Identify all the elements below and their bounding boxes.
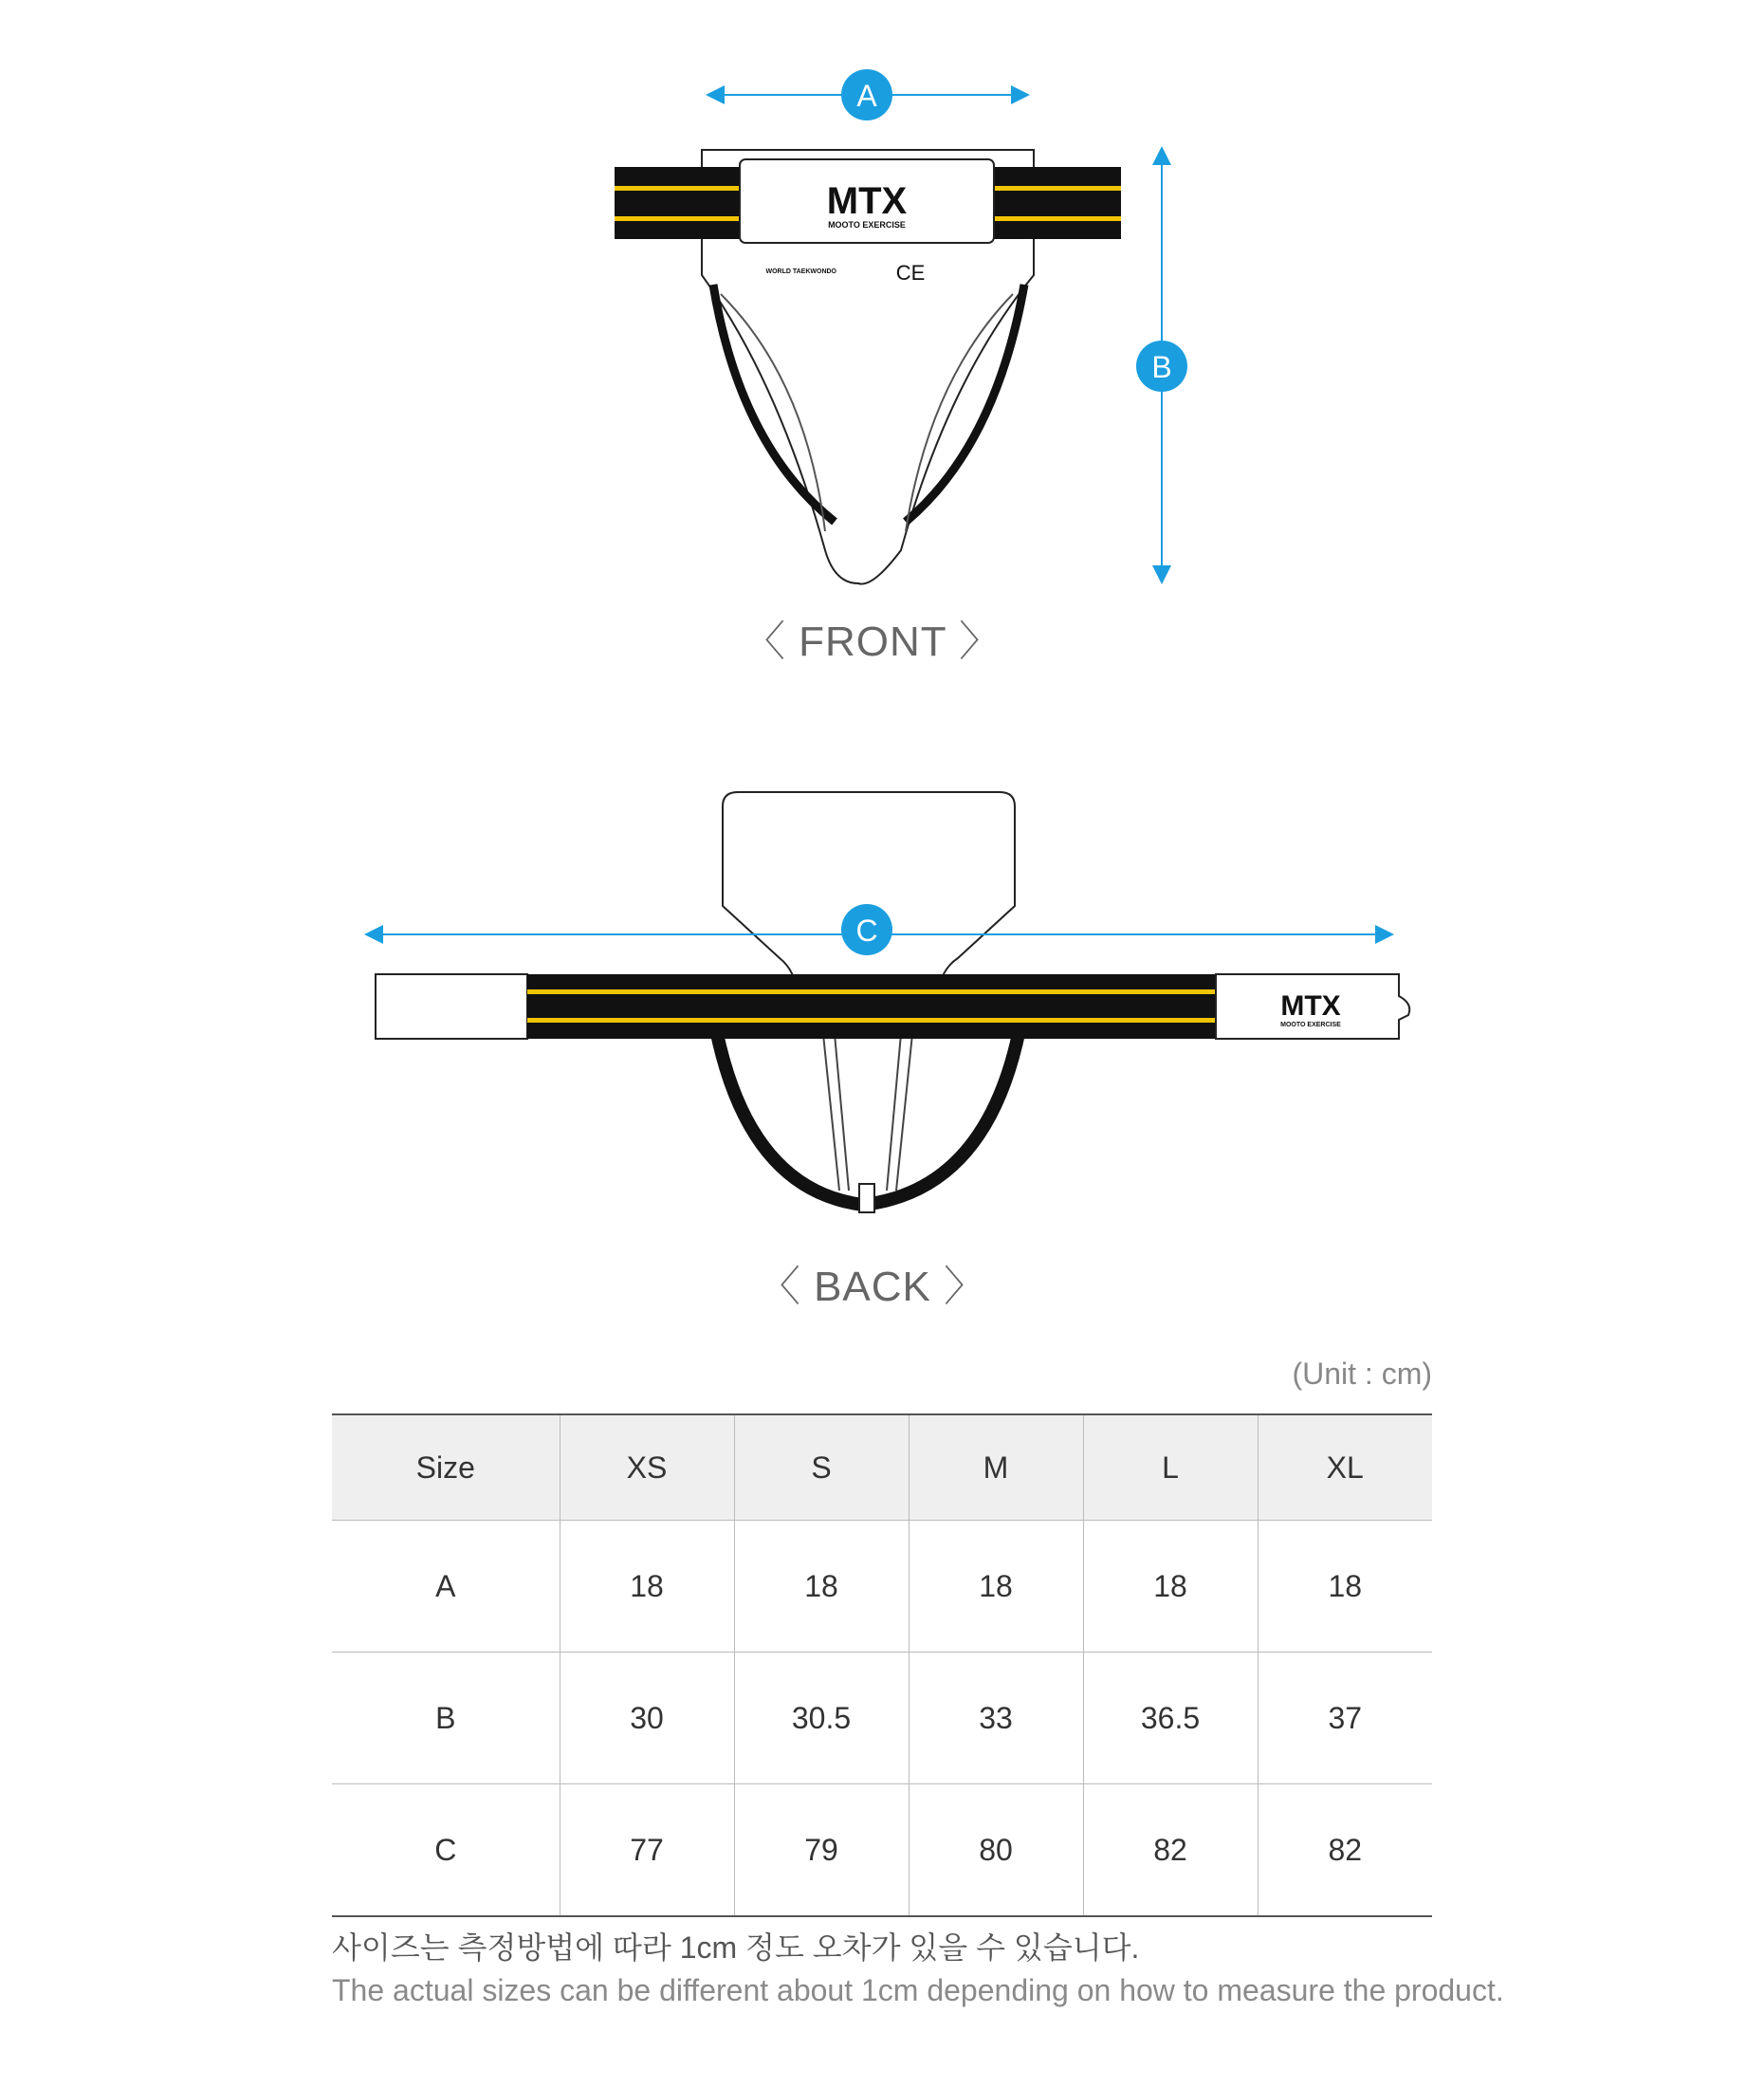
table-cell: 18 [1083, 1521, 1258, 1653]
header-size: Size [332, 1414, 560, 1521]
front-view [615, 150, 1121, 584]
table-cell: 18 [734, 1521, 909, 1653]
table-cell: 30 [560, 1653, 734, 1784]
header-xl: XL [1258, 1414, 1432, 1521]
table-header-row [332, 1414, 1432, 1521]
row-label: C [332, 1784, 560, 1917]
table-cell: 18 [560, 1521, 734, 1653]
table-cell: 33 [909, 1653, 1083, 1784]
table-cell: 30.5 [734, 1653, 909, 1784]
table-row [332, 1653, 1432, 1784]
marker-b-label: B [1151, 350, 1172, 384]
marker-b [1136, 150, 1187, 581]
back-logo-sub: MOOTO EXERCISE [1280, 1022, 1341, 1028]
table-row [332, 1784, 1432, 1917]
header-m: M [909, 1414, 1083, 1521]
front-logo: MTX [826, 180, 908, 222]
marker-a-label: A [856, 79, 877, 113]
row-label: B [332, 1653, 560, 1784]
note-korean: 사이즈는 측정방법에 따라 1cm 정도 오차가 있을 수 있습니다. [332, 1930, 1140, 1965]
back-band-tab-left [376, 974, 527, 1039]
size-table [332, 1413, 1432, 1917]
back-crotch-strap [716, 1029, 1020, 1205]
table-cell: 82 [1258, 1784, 1432, 1917]
table-cell: 79 [734, 1784, 909, 1917]
header-s: S [734, 1414, 909, 1521]
marker-c [368, 904, 1390, 955]
back-waist-band [527, 974, 1216, 1039]
back-view [376, 792, 1409, 1212]
marker-a [709, 69, 1026, 120]
front-logo-sub: MOOTO EXERCISE [828, 220, 906, 230]
back-view-label: 〈 BACK 〉 [758, 1264, 987, 1310]
table-cell: 36.5 [1083, 1653, 1258, 1784]
table-cell: 18 [909, 1521, 1083, 1653]
ce-mark: CE [895, 261, 926, 285]
row-label: A [332, 1521, 560, 1653]
front-view-label: 〈 FRONT 〉 [743, 619, 1002, 665]
wt-mark: WORLD TAEKWONDO [765, 268, 836, 275]
header-xs: XS [560, 1414, 734, 1521]
table-cell: 77 [560, 1784, 734, 1917]
unit-label: (Unit : cm) [1292, 1357, 1432, 1391]
note-english: The actual sizes can be different about 1cm depending on how to measure the product. [332, 1973, 1504, 2007]
table-cell: 37 [1258, 1653, 1432, 1784]
table-cell: 80 [909, 1784, 1083, 1917]
back-cup [723, 792, 1015, 987]
marker-c-label: C [855, 914, 878, 948]
table-cell: 82 [1083, 1784, 1258, 1917]
back-logo: MTX [1280, 990, 1341, 1022]
header-l: L [1083, 1414, 1258, 1521]
table-cell: 18 [1258, 1521, 1432, 1653]
table-row [332, 1521, 1432, 1653]
